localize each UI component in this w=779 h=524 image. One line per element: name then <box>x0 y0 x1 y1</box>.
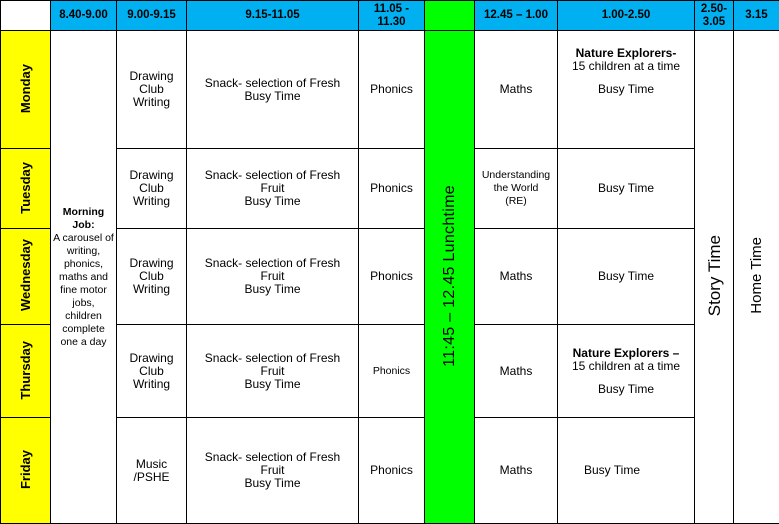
morning-job-title: Morning Job: <box>62 205 105 231</box>
header-col1: 8.40-9.00 <box>51 1 117 31</box>
slot1-cell <box>117 418 187 524</box>
slot1-line: Writing <box>132 282 171 296</box>
slot1-cell <box>117 149 187 229</box>
slot5-line: 15 children at a time <box>571 358 681 373</box>
day-text: Wednesday <box>18 239 33 312</box>
header-row <box>1 1 779 31</box>
slot1-line: Club <box>139 363 164 378</box>
header-lunch-cell <box>425 1 475 31</box>
slot2-line: Busy Time <box>244 376 301 391</box>
row-thursday <box>1 325 779 418</box>
morning-job-text: A carousel of writing, phonics, maths and fine motor jobs, children complete one a day <box>53 231 114 348</box>
slot2-line: Busy Time <box>244 88 301 103</box>
nature-explorers-title: Nature Explorers- <box>575 46 677 60</box>
header-corner <box>1 1 51 31</box>
slot2-line: Fruit <box>260 269 285 283</box>
slot1-line: Writing <box>132 95 171 109</box>
slot2-line: Busy Time <box>244 476 301 490</box>
slot5-line: 15 children at a time <box>571 59 681 73</box>
slot1-line: Music <box>135 456 168 471</box>
slot3-cell: Phonics <box>359 31 425 149</box>
slot2-line: Busy Time <box>244 282 301 296</box>
header-col7: 2.50-3.05 <box>695 1 734 31</box>
slot2-cell <box>187 325 359 418</box>
slot5-line: Busy Time <box>597 82 654 96</box>
spacer <box>560 373 692 383</box>
day-text: Friday <box>18 449 33 489</box>
day-label <box>1 31 51 149</box>
slot4-cell <box>475 418 558 524</box>
slot2-line: Snack- selection of Fresh <box>204 450 341 464</box>
row-friday <box>1 418 779 524</box>
header-col8: 3.15 <box>734 1 779 31</box>
slot1-line: /PSHE <box>133 469 170 484</box>
header-col5: 12.45 – 1.00 <box>475 1 558 31</box>
slot4-cell <box>475 31 558 149</box>
header-col6: 1.00-2.50 <box>558 1 695 31</box>
slot3-cell: Phonics <box>359 229 425 325</box>
story-time-text: Story Time <box>704 234 724 317</box>
slot4-cell <box>475 229 558 325</box>
morning-job-cell <box>51 31 117 524</box>
slot1-cell <box>117 325 187 418</box>
home-time-cell <box>734 31 779 524</box>
slot1-line: Club <box>139 181 164 195</box>
day-text: Thursday <box>18 340 33 400</box>
slot1-cell <box>117 31 187 149</box>
day-text: Monday <box>18 63 33 114</box>
slot1-cell <box>117 229 187 325</box>
slot4-cell <box>475 325 558 418</box>
row-wednesday <box>1 229 779 325</box>
slot1-line: Club <box>139 269 164 283</box>
slot2-line: Busy Time <box>244 194 301 208</box>
slot4-cell <box>475 149 558 229</box>
slot2-cell <box>187 149 359 229</box>
slot4-line: Maths <box>499 82 533 96</box>
slot4-line: Understanding <box>481 169 551 181</box>
slot5-line: Busy Time <box>597 381 654 396</box>
slot2-line: Fruit <box>260 463 285 477</box>
slot2-line: Snack- selection of Fresh <box>204 75 341 90</box>
slot5-cell: Busy Time <box>558 418 695 524</box>
slot3-cell: Phonics <box>359 325 425 418</box>
lunch-text: 11:45 – 12.45 Lunchtime <box>441 184 458 367</box>
slot1-line: Writing <box>132 194 171 208</box>
row-tuesday <box>1 149 779 229</box>
slot4-line: (RE) <box>505 195 527 207</box>
day-label <box>1 325 51 418</box>
slot5-cell <box>558 325 695 418</box>
day-label <box>1 418 51 524</box>
slot4-line: the World <box>493 182 539 194</box>
slot2-line: Snack- selection of Fresh <box>204 168 341 182</box>
slot2-line: Fruit <box>260 181 285 195</box>
slot2-line: Snack- selection of Fresh <box>204 256 341 270</box>
story-time-cell <box>695 31 734 524</box>
header-col2: 9.00-9.15 <box>117 1 187 31</box>
slot5-cell <box>558 31 695 149</box>
day-label <box>1 149 51 229</box>
header-col3: 9.15-11.05 <box>187 1 359 31</box>
day-text: Tuesday <box>18 161 33 214</box>
slot2-cell <box>187 418 359 524</box>
slot1-line: Drawing <box>129 69 174 83</box>
slot2-cell <box>187 31 359 149</box>
slot1-line: Drawing <box>129 256 174 270</box>
slot2-cell <box>187 229 359 325</box>
home-time-text: Home Time <box>748 237 765 314</box>
day-label <box>1 229 51 325</box>
slot5-cell: Busy Time <box>558 149 695 229</box>
slot4-line: Maths <box>499 463 533 477</box>
slot3-cell: Phonics <box>359 418 425 524</box>
slot5-cell: Busy Time <box>558 229 695 325</box>
slot1-line: Drawing <box>129 350 174 365</box>
slot1-line: Club <box>139 82 164 96</box>
slot4-line: Maths <box>499 363 533 378</box>
row-monday <box>1 31 779 149</box>
slot2-line: Snack- selection of Fresh <box>204 350 341 365</box>
slot1-line: Writing <box>132 376 171 391</box>
slot2-line: Fruit <box>260 363 285 378</box>
header-col4: 11.05 - 11.30 <box>359 1 425 31</box>
nature-explorers-title: Nature Explorers – <box>572 345 680 360</box>
slot1-line: Drawing <box>129 168 174 182</box>
slot3-cell: Phonics <box>359 149 425 229</box>
slot4-line: Maths <box>499 269 533 283</box>
lunch-cell <box>425 31 475 524</box>
